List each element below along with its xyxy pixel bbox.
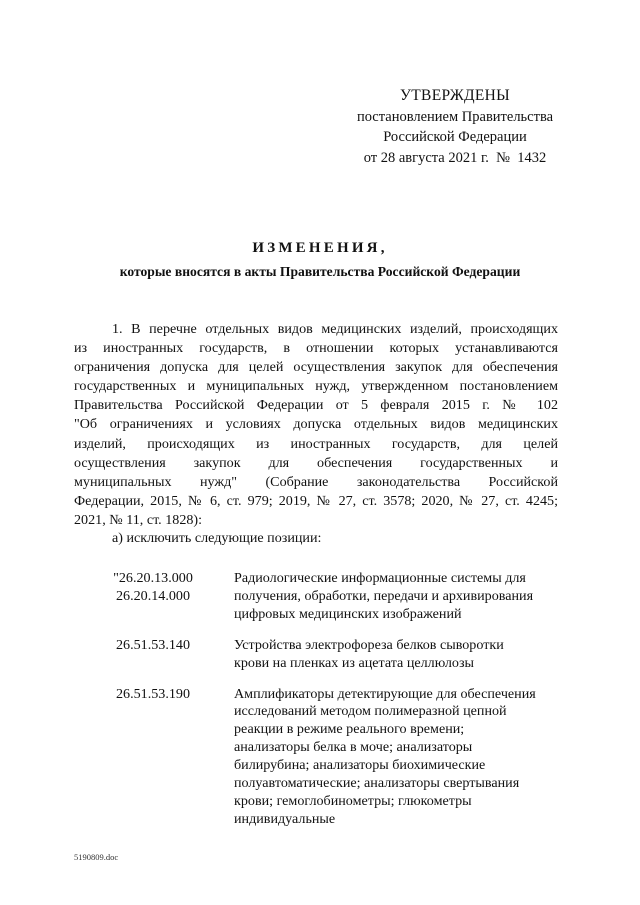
- approval-line-2: Российской Федерации: [383, 129, 527, 145]
- description-line: полуавтоматические; анализаторы свертывания: [234, 775, 520, 792]
- position-codes: [74, 637, 232, 673]
- document-subtitle: которые вносятся в акты Правительства Российской Федерации: [119, 264, 521, 279]
- document-title: ИЗМЕНЕНИЯ,: [252, 240, 388, 256]
- paragraph-1: [74, 320, 558, 530]
- approval-line-1: постановлением Правительства: [356, 108, 554, 125]
- description-line: крови; гемоглобинометры; глюкометры: [234, 792, 472, 809]
- description-line: индивидуальные: [234, 810, 336, 827]
- paragraph-line: Федерации, 2015, № 6, ст. 979; 2019, № 27, ст. 3578; 2020, № 27, ст. 4245;: [74, 492, 558, 509]
- approval-block: [330, 86, 580, 168]
- paragraph-line: из иностранных государств, в отношении которых устанавливаются: [74, 340, 558, 357]
- description-line: реакции в режиме реального времени;: [234, 721, 465, 738]
- position-code: 26.51.53.190: [116, 685, 190, 702]
- paragraph-line: "Об ограничениях и условиях допуска отдельных видов медицинских: [74, 416, 558, 433]
- paragraph-line: осуществления закупок для обеспечения государственных и: [74, 454, 558, 471]
- paragraph-line: Правительства Российской Федерации от 5 февраля 2015 г. № 102: [74, 397, 558, 414]
- sub-item-a: а) исключить следующие позиции:: [112, 530, 322, 546]
- position-codes: [74, 570, 232, 624]
- positions-list: [74, 570, 574, 842]
- description-line: Устройства электрофореза белков сыворотки: [234, 636, 504, 653]
- description-line: анализаторы белка в моче; анализаторы: [234, 739, 473, 756]
- description-line: цифровых медицинских изображений: [234, 605, 462, 622]
- description-line: получения, обработки, передачи и архивирования: [234, 587, 534, 604]
- position-codes: [74, 686, 232, 829]
- description-line: Амплификаторы детектирующие для обеспечения: [234, 685, 536, 702]
- position-row: [74, 686, 574, 829]
- position-description: [232, 686, 574, 829]
- document-file-code: 5190809.doc: [74, 852, 119, 862]
- paragraph-line: муниципальных нужд" (Собрание законодательства Российской: [74, 473, 558, 490]
- paragraph-line: изделий, происходящих из иностранных государств, для целей: [74, 435, 558, 452]
- position-description: [232, 570, 574, 624]
- paragraph-line: 1. В перечне отдельных видов медицинских изделий, происходящих: [112, 321, 558, 337]
- position-code: 26.51.53.140: [116, 636, 190, 653]
- paragraph-line: 2021, № 11, ст. 1828):: [74, 511, 203, 528]
- position-row: [74, 570, 574, 624]
- position-row: [74, 637, 574, 673]
- approval-line-3: от 28 августа 2021 г. № 1432: [363, 149, 547, 166]
- position-description: [232, 637, 574, 673]
- description-line: крови на пленках из ацетата целлюлозы: [234, 654, 474, 671]
- description-line: Радиологические информационные системы для: [234, 570, 526, 586]
- description-line: исследований методом полимеразной цепной: [234, 703, 507, 720]
- description-line: билирубина; анализаторы биохимические: [234, 757, 486, 774]
- paragraph-line: государственных и муниципальных нужд, утвержденном постановлением: [74, 378, 558, 395]
- approval-heading: УТВЕРЖДЕНЫ: [400, 87, 510, 104]
- position-code: 26.20.14.000: [116, 587, 190, 604]
- position-code: "26.20.13.000: [113, 570, 193, 586]
- paragraph-line: ограничения допуска для целей осуществления закупок для обеспечения: [74, 359, 558, 376]
